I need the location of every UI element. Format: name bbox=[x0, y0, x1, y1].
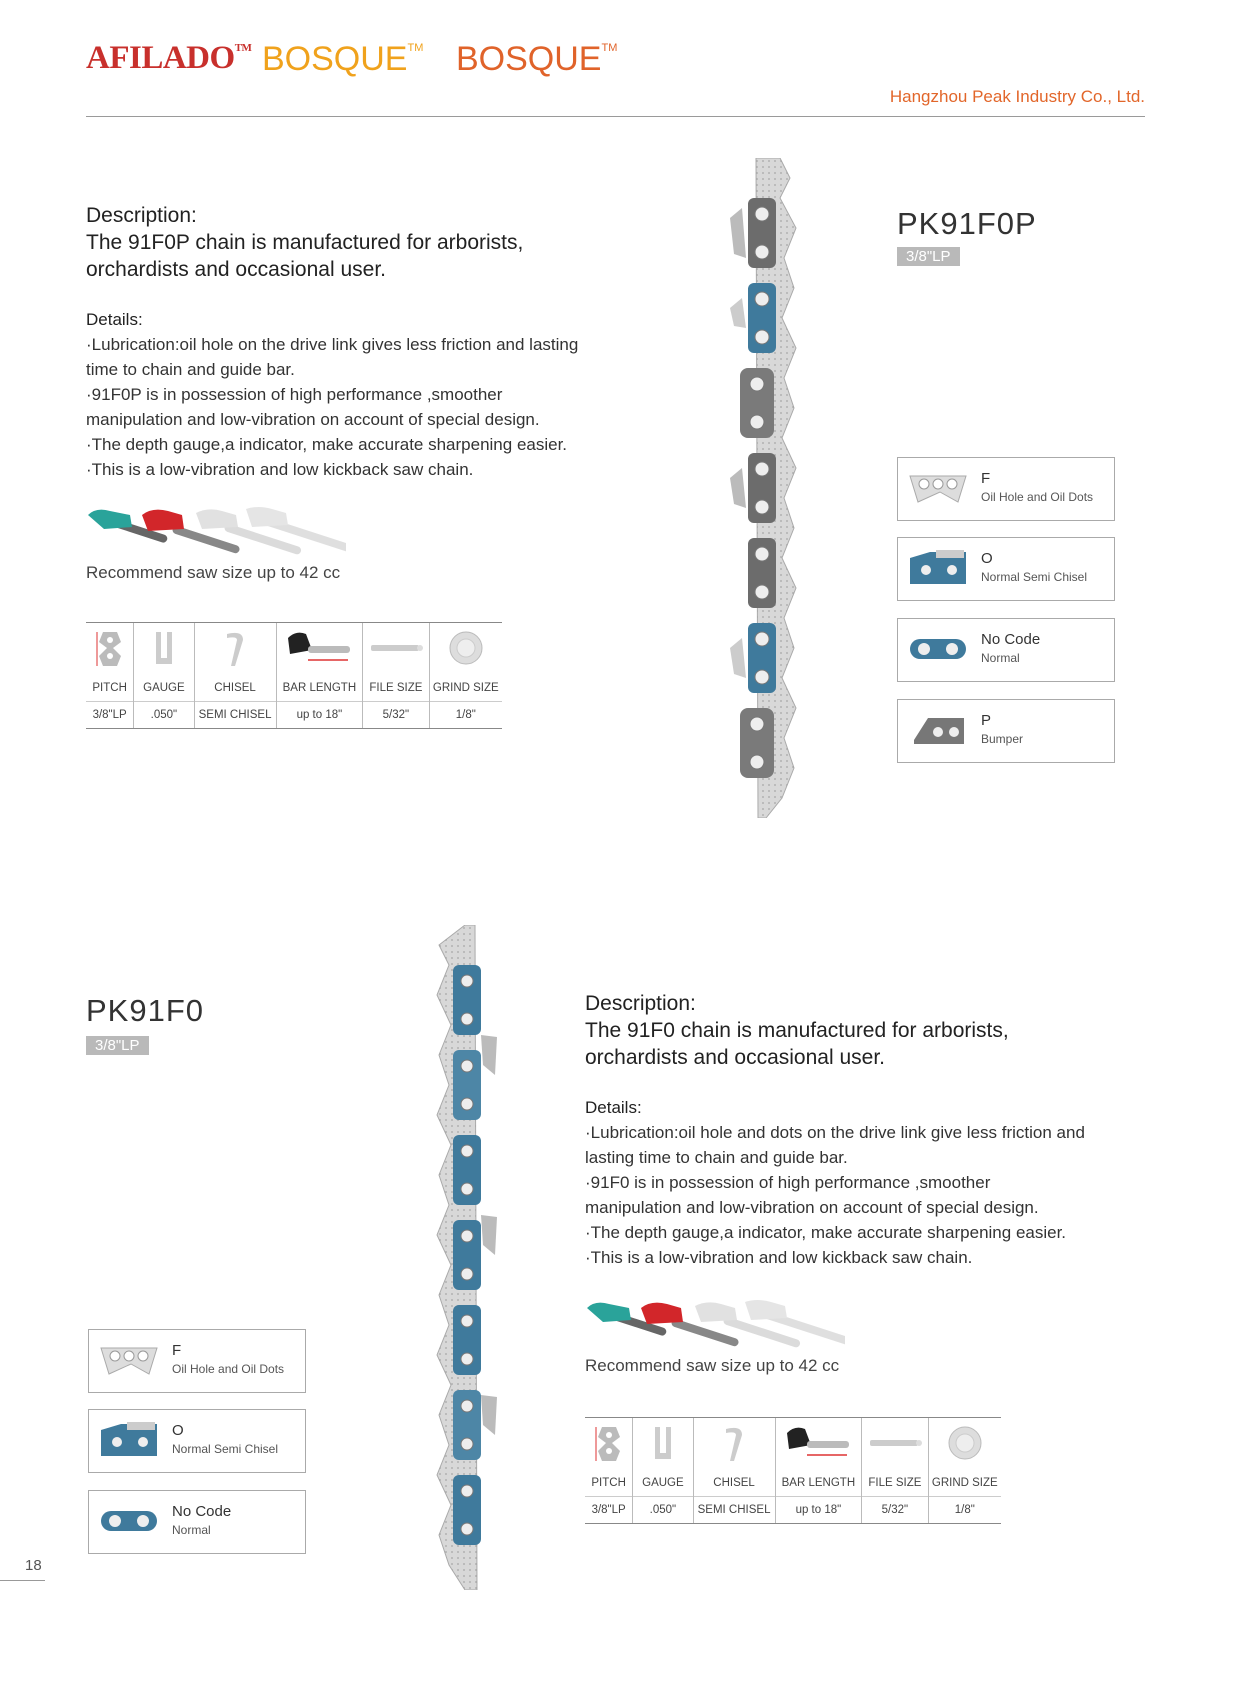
spec-label: CHISEL bbox=[693, 1470, 775, 1497]
details-line: ·91F0P is in possession of high performance ,smoother bbox=[86, 385, 503, 404]
description-body: The 91F0P chain is manufactured for arborists, orchardists and occasional user. bbox=[86, 231, 524, 281]
details-line: ·Lubrication:oil hole and dots on the drive link give less friction and bbox=[585, 1123, 1085, 1142]
chainsaw-grey-large-icon bbox=[745, 1300, 845, 1345]
legend-name: Normal bbox=[981, 651, 1020, 665]
details-line: ·91F0 is in possession of high performance ,smoother bbox=[585, 1173, 991, 1192]
chainsaw-size-icons bbox=[86, 505, 346, 560]
gauge-icon bbox=[633, 1418, 693, 1471]
spec-label: GRIND SIZE bbox=[429, 675, 502, 702]
legend-code: F bbox=[172, 1342, 182, 1359]
legend-item-f bbox=[897, 457, 1115, 521]
bar-length-icon bbox=[775, 1418, 862, 1471]
details-heading: Details: bbox=[585, 1098, 642, 1117]
legend-code: O bbox=[981, 550, 993, 567]
legend-item-o bbox=[88, 1409, 306, 1473]
spec-value: up to 18" bbox=[775, 1497, 862, 1524]
product1-description bbox=[86, 202, 646, 482]
gauge-icon bbox=[134, 623, 194, 676]
spec-value: .050" bbox=[633, 1497, 693, 1524]
legend-item-no-code bbox=[88, 1490, 306, 1554]
spec-label: PITCH bbox=[591, 1477, 626, 1489]
page-number: 18 bbox=[25, 1557, 42, 1574]
details-line: ·The depth gauge,a indicator, make accurate sharpening easier. bbox=[86, 435, 568, 454]
legend-item-f bbox=[88, 1329, 306, 1393]
chainsaw-grey-large-icon bbox=[246, 507, 346, 552]
company-name: Hangzhou Peak Industry Co., Ltd. bbox=[889, 87, 1145, 106]
semi-chisel-cutter-icon bbox=[97, 1420, 161, 1460]
spec-value: .050" bbox=[134, 702, 194, 729]
description-heading: Description: bbox=[86, 204, 197, 227]
page-number-underline bbox=[0, 1580, 45, 1581]
spec-value: 5/32" bbox=[862, 1497, 928, 1524]
spec-label: BAR LENGTH bbox=[276, 675, 363, 702]
spec-value: up to 18" bbox=[276, 702, 363, 729]
bar-length-icon bbox=[276, 623, 363, 676]
chainsaw-size-icons bbox=[585, 1298, 845, 1353]
afilado-logo: AFILADO™ bbox=[86, 40, 252, 76]
legend-name: Oil Hole and Oil Dots bbox=[981, 490, 1094, 504]
legend-item-no-code bbox=[897, 618, 1115, 682]
chain-image-pk91f0 bbox=[425, 925, 505, 1590]
legend-code: No Code bbox=[981, 631, 1041, 648]
normal-link-icon bbox=[906, 629, 970, 669]
details-line: ·This is a low-vibration and low kickback saw chain. bbox=[86, 460, 474, 479]
spec-label: FILE SIZE bbox=[363, 675, 429, 702]
spec-value: 3/8"LP bbox=[86, 702, 134, 729]
pitch-icon bbox=[86, 623, 134, 676]
spec-table bbox=[585, 1417, 1001, 1524]
product2-model: PK91F0 bbox=[86, 993, 205, 1028]
spec-label: GAUGE bbox=[633, 1470, 693, 1497]
bumper-link-icon bbox=[906, 710, 970, 750]
legend-item-p bbox=[897, 699, 1115, 763]
legend-name: Bumper bbox=[981, 732, 1024, 746]
bosque-orange-logo: BOSQUE™ bbox=[456, 40, 618, 78]
file-size-icon bbox=[363, 623, 429, 676]
spec-value: 3/8"LP bbox=[585, 1497, 633, 1524]
spec-table bbox=[86, 622, 502, 729]
legend-code: F bbox=[981, 470, 991, 487]
product2-description bbox=[585, 990, 1145, 1270]
spec-value: 1/8" bbox=[928, 1497, 1001, 1524]
product2-pitch-badge: 3/8"LP bbox=[86, 1036, 149, 1055]
chisel-icon bbox=[194, 623, 276, 676]
pitch-icon bbox=[585, 1418, 633, 1471]
product1-model: PK91F0P bbox=[897, 206, 1037, 241]
legend-name: Oil Hole and Oil Dots bbox=[172, 1362, 285, 1376]
spec-label: PITCH bbox=[92, 682, 127, 694]
grind-size-icon bbox=[928, 1418, 1001, 1471]
spec-label: GAUGE bbox=[134, 675, 194, 702]
chisel-icon bbox=[693, 1418, 775, 1471]
bosque-yellow-logo: BOSQUE™ bbox=[262, 40, 424, 78]
legend-name: Normal Semi Chisel bbox=[172, 1442, 279, 1456]
spec-value: 1/8" bbox=[429, 702, 502, 729]
header-divider bbox=[86, 116, 1145, 117]
spec-label: CHISEL bbox=[194, 675, 276, 702]
legend-code: O bbox=[172, 1422, 184, 1439]
legend-code: No Code bbox=[172, 1503, 232, 1520]
file-size-icon bbox=[862, 1418, 928, 1471]
spec-label: FILE SIZE bbox=[862, 1470, 928, 1497]
details-heading: Details: bbox=[86, 310, 143, 329]
spec-label: GRIND SIZE bbox=[928, 1470, 1001, 1497]
details-line: ·This is a low-vibration and low kickback saw chain. bbox=[585, 1248, 973, 1267]
chain-image-pk91f0p bbox=[730, 158, 810, 818]
oil-hole-link-icon bbox=[906, 468, 970, 508]
spec-value: SEMI CHISEL bbox=[693, 1497, 775, 1524]
details-line: ·The depth gauge,a indicator, make accurate sharpening easier. bbox=[585, 1223, 1067, 1242]
recommend-text: Recommend saw size up to 42 cc bbox=[86, 563, 341, 582]
spec-value: SEMI CHISEL bbox=[194, 702, 276, 729]
details-line: manipulation and low-vibration on account of special design. bbox=[585, 1198, 1039, 1217]
oil-hole-link-icon bbox=[97, 1340, 161, 1380]
spec-value: 5/32" bbox=[363, 702, 429, 729]
recommend-text: Recommend saw size up to 42 cc bbox=[585, 1356, 840, 1375]
legend-item-o bbox=[897, 537, 1115, 601]
description-heading: Description: bbox=[585, 992, 696, 1015]
details-line: lasting time to chain and guide bar. bbox=[585, 1148, 848, 1167]
details-line: time to chain and guide bar. bbox=[86, 360, 295, 379]
legend-name: Normal Semi Chisel bbox=[981, 570, 1088, 584]
semi-chisel-cutter-icon bbox=[906, 548, 970, 588]
description-body: The 91F0 chain is manufactured for arborists, orchardists and occasional user. bbox=[585, 1019, 1009, 1069]
spec-label: BAR LENGTH bbox=[775, 1470, 862, 1497]
legend-name: Normal bbox=[172, 1523, 211, 1537]
product1-pitch-badge: 3/8"LP bbox=[897, 247, 960, 266]
normal-link-icon bbox=[97, 1501, 161, 1541]
details-line: manipulation and low-vibration on account of special design. bbox=[86, 410, 540, 429]
legend-code: P bbox=[981, 712, 992, 729]
details-line: ·Lubrication:oil hole on the drive link gives less friction and lasting bbox=[86, 335, 579, 354]
grind-size-icon bbox=[429, 623, 502, 676]
